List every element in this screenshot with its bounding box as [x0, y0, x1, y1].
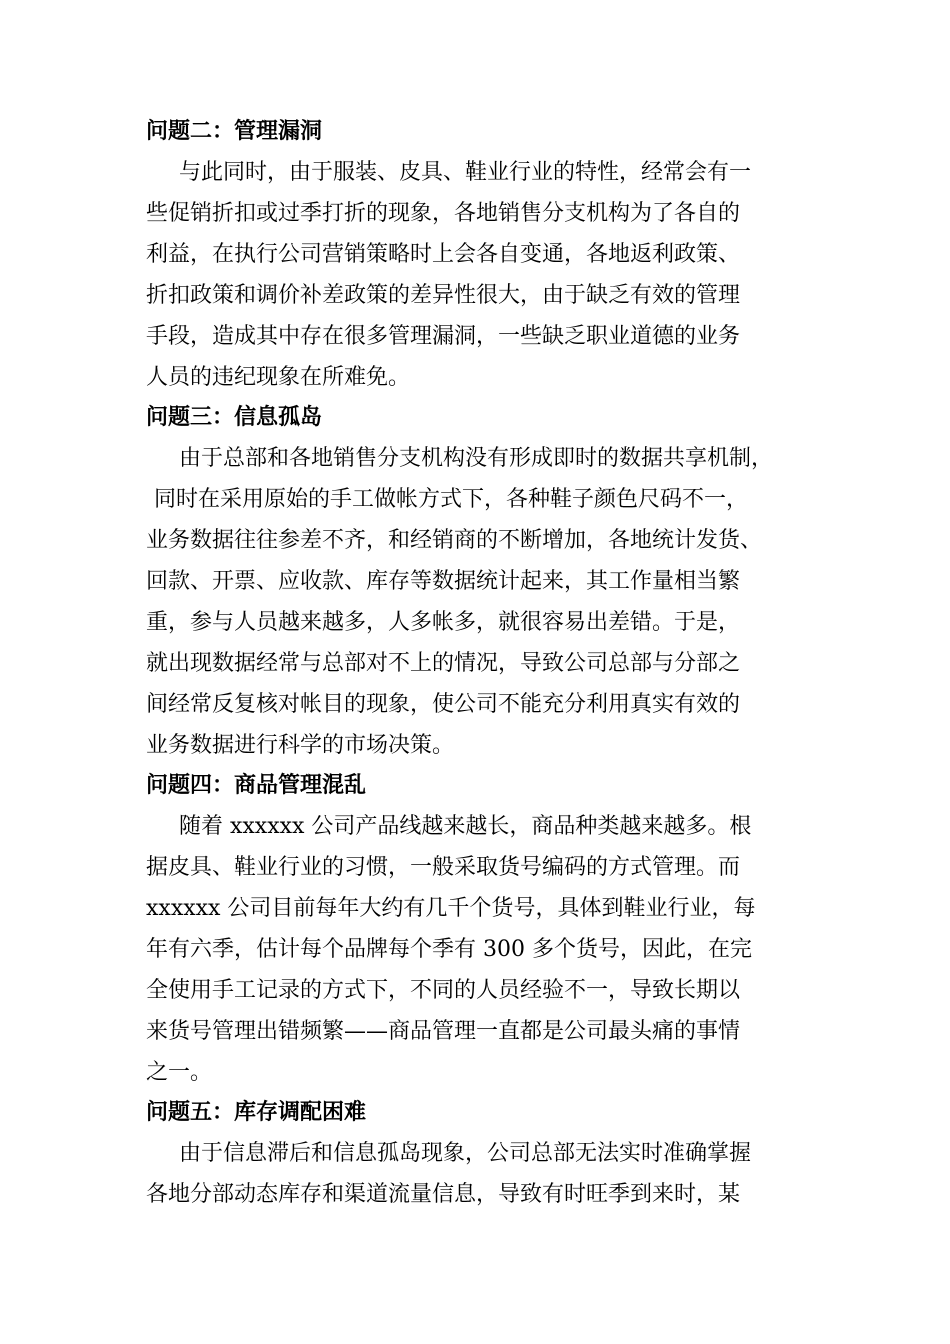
paragraph-line: xxxxxx 公司目前每年大约有几千个货号，具体到鞋业行业，每: [146, 896, 756, 921]
paragraph-line: 随着 xxxxxx 公司产品线越来越长，商品种类越来越多。根: [179, 814, 752, 839]
section-heading: 问题五：库存调配困难: [146, 1100, 367, 1125]
paragraph-line: 些促销折扣或过季打折的现象，各地销售分支机构为了各自的: [146, 201, 741, 226]
paragraph-line: 据皮具、鞋业行业的习惯，一般采取货号编码的方式管理。而: [146, 855, 741, 880]
paragraph-line: 业务数据往往参差不齐，和经销商的不断增加，各地统计发货、: [146, 528, 763, 553]
paragraph-line: 全使用手工记录的方式下，不同的人员经验不一，导致长期以: [146, 978, 741, 1003]
paragraph-line: 手段，造成其中存在很多管理漏洞，一些缺乏职业道德的业务: [146, 324, 741, 349]
section-paragraph: [146, 806, 814, 1093]
paragraph-line: 同时在采用原始的手工做帐方式下，各种鞋子颜色尺码不一，: [154, 487, 749, 512]
paragraph-line: 与此同时，由于服装、皮具、鞋业行业的特性，经常会有一: [179, 160, 752, 185]
section-heading: 问题三：信息孤岛: [146, 405, 323, 430]
section-paragraph: [146, 152, 814, 398]
paragraph-line: 由于信息滞后和信息孤岛现象，公司总部无法实时准确掌握: [179, 1141, 752, 1166]
section-inventory-allocation: [146, 1093, 814, 1215]
section-paragraph: [146, 438, 814, 766]
paragraph-line: 来货号管理出错频繁——商品管理一直都是公司最头痛的事情: [146, 1019, 741, 1044]
paragraph-line: 人员的违纪现象在所难免。: [146, 365, 411, 390]
section-heading: 问题二：管理漏洞: [146, 119, 323, 144]
section-paragraph: [146, 1133, 814, 1215]
paragraph-line: 各地分部动态库存和渠道流量信息，导致有时旺季到来时，某: [146, 1182, 741, 1207]
paragraph-line: 利益，在执行公司营销策略时上会各自变通，各地返利政策、: [146, 242, 741, 267]
document-page: [146, 112, 814, 1215]
paragraph-line: 回款、开票、应收款、库存等数据统计起来，其工作量相当繁: [146, 569, 741, 594]
paragraph-line: 业务数据进行科学的市场决策。: [146, 733, 455, 758]
section-management-loopholes: [146, 112, 814, 398]
paragraph-line: 间经常反复核对帐目的现象，使公司不能充分利用真实有效的: [146, 692, 741, 717]
section-heading: 问题四：商品管理混乱: [146, 773, 367, 798]
paragraph-line: 就出现数据经常与总部对不上的情况，导致公司总部与分部之: [146, 651, 741, 676]
paragraph-line: 年有六季，估计每个品牌每个季有 300 多个货号，因此，在完: [146, 937, 752, 962]
paragraph-line: 折扣政策和调价补差政策的差异性很大，由于缺乏有效的管理: [146, 283, 741, 308]
paragraph-line: 之一。: [146, 1060, 213, 1085]
paragraph-line: 由于总部和各地销售分支机构没有形成即时的数据共享机制，: [179, 446, 774, 471]
paragraph-line: 重，参与人员越来越多，人多帐多，就很容易出差错。于是，: [146, 610, 741, 635]
section-product-management: [146, 766, 814, 1093]
section-information-islands: [146, 398, 814, 766]
